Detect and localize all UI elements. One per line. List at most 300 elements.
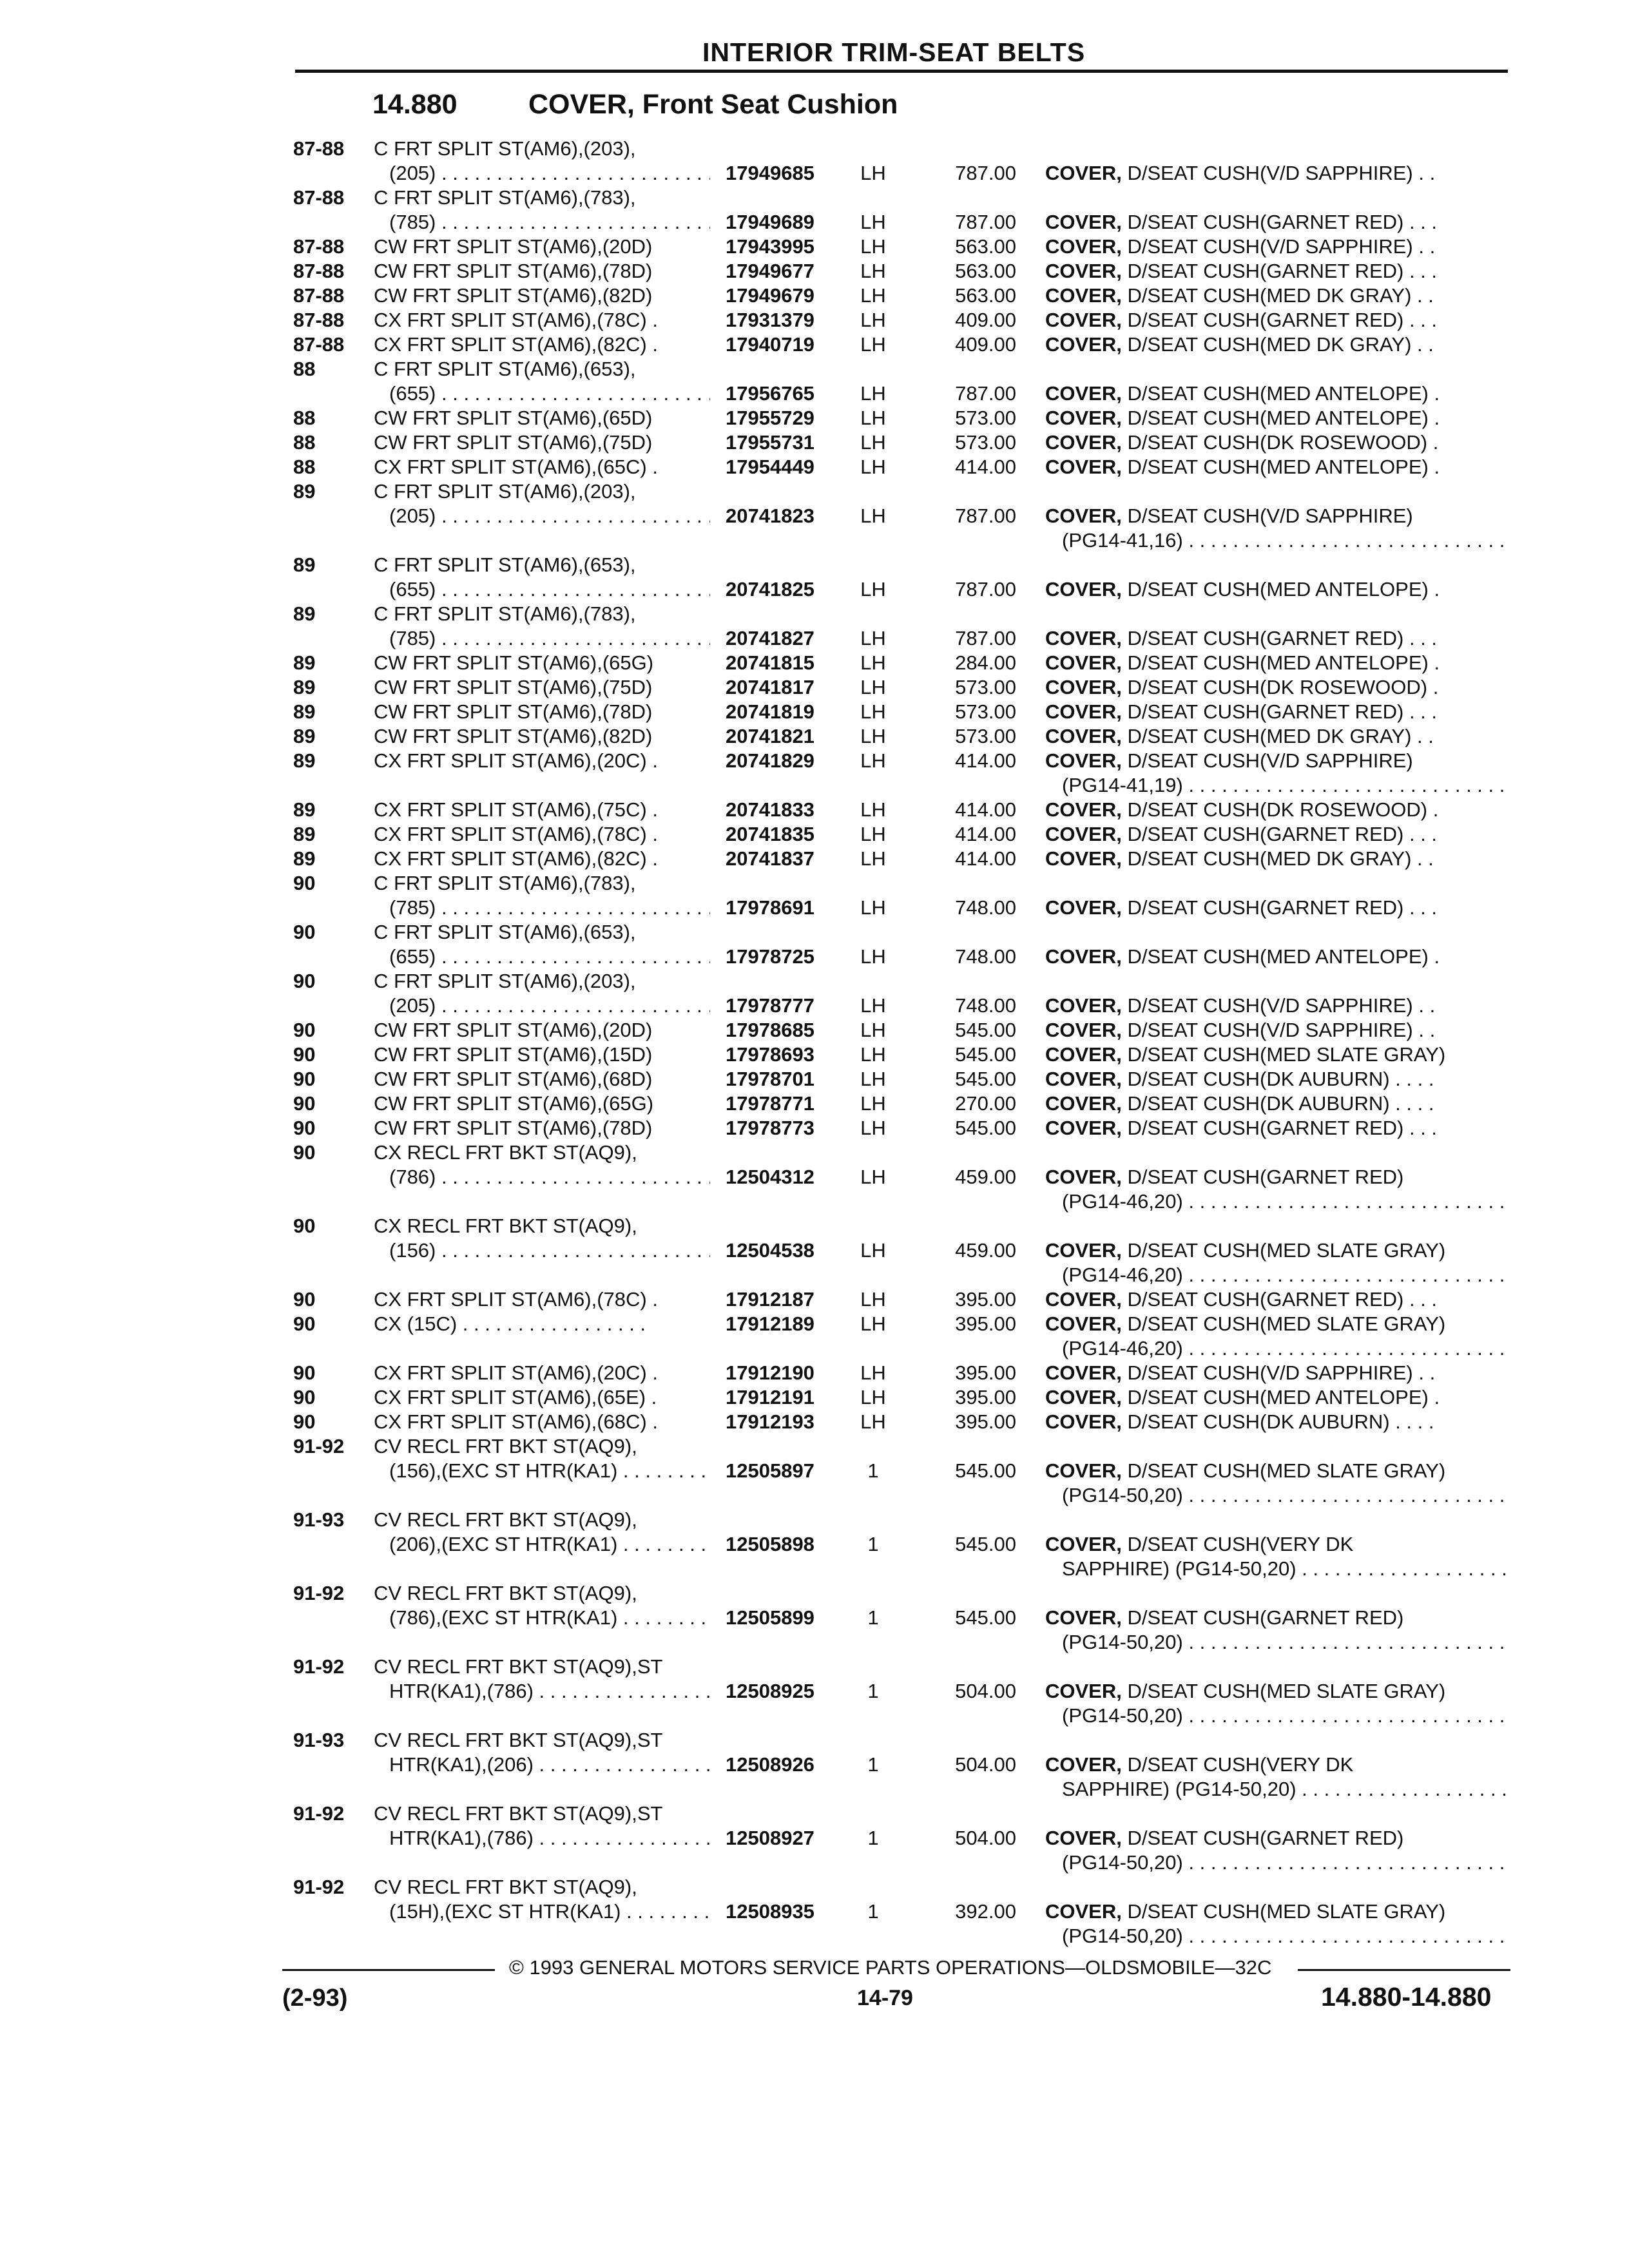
- table-row: [0, 749, 1629, 773]
- item-description: COVER, D/SEAT CUSH(MED DK GRAY) . .: [1045, 725, 1434, 747]
- table-row: [0, 1483, 1629, 1508]
- table-row: [0, 528, 1629, 553]
- model-year: 89: [293, 847, 316, 870]
- table-row: [0, 1802, 1629, 1826]
- description-line: CX FRT SPLIT ST(AM6),(65E) .: [374, 1386, 657, 1408]
- model-year: 90: [293, 970, 316, 992]
- item-description: COVER, D/SEAT CUSH(GARNET RED) . . .: [1045, 1117, 1438, 1139]
- part-number: 20741835: [726, 823, 815, 845]
- quantity: LH: [860, 162, 886, 184]
- quantity: LH: [860, 211, 886, 233]
- description-line: CW FRT SPLIT ST(AM6),(82D): [374, 284, 653, 307]
- description-line: CV RECL FRT BKT ST(AQ9),: [374, 1582, 637, 1604]
- description-line: CV RECL FRT BKT ST(AQ9),ST: [374, 1802, 663, 1825]
- model-year: 90: [293, 1141, 316, 1164]
- part-number: 20741823: [726, 505, 815, 527]
- part-number: 17949679: [726, 284, 815, 307]
- table-row: [0, 308, 1629, 332]
- table-row: [0, 700, 1629, 724]
- amount: 409.00: [955, 309, 1016, 331]
- part-number: 17912190: [726, 1361, 815, 1384]
- quantity: LH: [860, 847, 886, 870]
- description-line: CW FRT SPLIT ST(AM6),(78D): [374, 1117, 653, 1139]
- item-description: COVER, D/SEAT CUSH(V/D SAPPHIRE): [1045, 749, 1413, 772]
- description-line: CW FRT SPLIT ST(AM6),(68D): [374, 1068, 653, 1090]
- description-line: C FRT SPLIT ST(AM6),(783),: [374, 872, 636, 894]
- amount: 284.00: [955, 651, 1016, 674]
- model-year: 89: [293, 553, 316, 576]
- table-row: [0, 1850, 1629, 1875]
- table-row: [0, 332, 1629, 357]
- model-year: 91-93: [293, 1729, 345, 1751]
- model-year: 89: [293, 823, 316, 845]
- description-continuation: (655) . . .: [389, 577, 710, 602]
- model-year: 87-88: [293, 137, 345, 160]
- amount: 395.00: [955, 1288, 1016, 1311]
- table-row: [0, 896, 1629, 920]
- model-year: 87-88: [293, 260, 345, 282]
- item-description: COVER, D/SEAT CUSH(MED SLATE GRAY): [1045, 1459, 1446, 1482]
- item-description-continuation: (PG14-50,20) . . .: [1062, 1850, 1509, 1875]
- table-row: [0, 406, 1629, 430]
- amount: 573.00: [955, 725, 1016, 747]
- description-continuation: (655) . . .: [389, 945, 710, 969]
- amount: 414.00: [955, 823, 1016, 845]
- model-year: 89: [293, 602, 316, 625]
- item-description-continuation: (PG14-50,20) . . .: [1062, 1483, 1509, 1508]
- description-line: CV RECL FRT BKT ST(AQ9),: [374, 1508, 637, 1531]
- part-number: 17912193: [726, 1410, 815, 1433]
- amount: 563.00: [955, 235, 1016, 258]
- table-row: [0, 479, 1629, 504]
- amount: 392.00: [955, 1900, 1016, 1923]
- table-row: [0, 798, 1629, 822]
- model-year: 91-92: [293, 1435, 345, 1457]
- item-description: COVER, D/SEAT CUSH(MED SLATE GRAY): [1045, 1043, 1446, 1066]
- amount: 563.00: [955, 260, 1016, 282]
- table-row: [0, 1508, 1629, 1532]
- description-line: CX FRT SPLIT ST(AM6),(75C) .: [374, 798, 658, 821]
- part-number: 17978693: [726, 1043, 815, 1066]
- amount: 545.00: [955, 1533, 1016, 1555]
- item-description: COVER, D/SEAT CUSH(MED DK GRAY) . .: [1045, 333, 1434, 356]
- table-row: [0, 871, 1629, 896]
- quantity: LH: [860, 676, 886, 698]
- amount: 545.00: [955, 1068, 1016, 1090]
- item-description: COVER, D/SEAT CUSH(GARNET RED) . . .: [1045, 627, 1438, 649]
- model-year: 90: [293, 1312, 316, 1335]
- amount: 504.00: [955, 1680, 1016, 1702]
- footer-rule-left: [282, 1969, 495, 1971]
- table-row: [0, 969, 1629, 994]
- model-year: 90: [293, 1092, 316, 1115]
- part-number: 17978771: [726, 1092, 815, 1115]
- model-year: 90: [293, 1117, 316, 1139]
- part-number: 17978701: [726, 1068, 815, 1090]
- item-description: COVER, D/SEAT CUSH(MED ANTELOPE) .: [1045, 945, 1440, 968]
- item-description: COVER, D/SEAT CUSH(MED ANTELOPE) .: [1045, 578, 1440, 601]
- part-number: 20741829: [726, 749, 815, 772]
- item-description-continuation: (PG14-41,16) . . .: [1062, 528, 1509, 553]
- quantity: LH: [860, 627, 886, 649]
- description-line: CX FRT SPLIT ST(AM6),(68C) .: [374, 1410, 658, 1433]
- quantity: LH: [860, 994, 886, 1017]
- part-number: 12505897: [726, 1459, 815, 1482]
- table-row: [0, 553, 1629, 577]
- table-row: [0, 1165, 1629, 1189]
- item-description: COVER, D/SEAT CUSH(GARNET RED) . . .: [1045, 260, 1438, 282]
- table-row: [0, 1018, 1629, 1043]
- quantity: LH: [860, 456, 886, 478]
- part-number: 20741821: [726, 725, 815, 747]
- part-number: 17912187: [726, 1288, 815, 1311]
- table-row: [0, 945, 1629, 969]
- quantity: LH: [860, 725, 886, 747]
- amount: 504.00: [955, 1753, 1016, 1776]
- table-row: [0, 430, 1629, 455]
- footer-date: (2-93): [282, 1984, 348, 2012]
- quantity: LH: [860, 260, 886, 282]
- description-line: CV RECL FRT BKT ST(AQ9),: [374, 1435, 637, 1457]
- item-description: COVER, D/SEAT CUSH(DK ROSEWOOD) .: [1045, 431, 1439, 454]
- table-row: [0, 1067, 1629, 1091]
- description-line: C FRT SPLIT ST(AM6),(783),: [374, 186, 636, 209]
- description-line: C FRT SPLIT ST(AM6),(653),: [374, 358, 636, 380]
- item-description-continuation: (PG14-50,20) . . .: [1062, 1630, 1509, 1655]
- model-year: 90: [293, 1019, 316, 1041]
- item-description-continuation: (PG14-50,20) . . .: [1062, 1924, 1509, 1948]
- description-continuation: (785) . . .: [389, 210, 710, 235]
- table-row: [0, 724, 1629, 749]
- item-description: COVER, D/SEAT CUSH(MED SLATE GRAY): [1045, 1239, 1446, 1262]
- amount: 545.00: [955, 1459, 1016, 1482]
- item-description-continuation: SAPPHIRE) (PG14-50,20) . . .: [1062, 1777, 1509, 1802]
- quantity: 1: [867, 1900, 879, 1923]
- table-row: [0, 210, 1629, 235]
- description-line: C FRT SPLIT ST(AM6),(783),: [374, 602, 636, 625]
- quantity: LH: [860, 284, 886, 307]
- table-row: [0, 1410, 1629, 1434]
- description-continuation: (785) . . .: [389, 896, 710, 920]
- description-line: CX FRT SPLIT ST(AM6),(82C) .: [374, 847, 658, 870]
- table-row: [0, 381, 1629, 406]
- item-description-continuation: SAPPHIRE) (PG14-50,20) . . .: [1062, 1557, 1509, 1581]
- amount: 414.00: [955, 456, 1016, 478]
- table-row: [0, 186, 1629, 210]
- model-year: 90: [293, 1410, 316, 1433]
- item-description: COVER, D/SEAT CUSH(GARNET RED) . . .: [1045, 896, 1438, 919]
- item-description: COVER, D/SEAT CUSH(VERY DK: [1045, 1533, 1354, 1555]
- table-row: [0, 1899, 1629, 1924]
- model-year: 88: [293, 358, 316, 380]
- model-year: 89: [293, 725, 316, 747]
- table-row: [0, 773, 1629, 798]
- table-row: [0, 284, 1629, 308]
- part-number: 17940719: [726, 333, 815, 356]
- model-year: 88: [293, 456, 316, 478]
- part-number: 17931379: [726, 309, 815, 331]
- amount: 748.00: [955, 994, 1016, 1017]
- item-description: COVER, D/SEAT CUSH(GARNET RED) . . .: [1045, 211, 1438, 233]
- amount: 270.00: [955, 1092, 1016, 1115]
- table-row: [0, 602, 1629, 626]
- quantity: LH: [860, 1166, 886, 1188]
- page-title: INTERIOR TRIM-SEAT BELTS: [702, 37, 1086, 67]
- model-year: 88: [293, 431, 316, 454]
- item-description: COVER, D/SEAT CUSH(DK AUBURN) . . . .: [1045, 1410, 1434, 1433]
- amount: 395.00: [955, 1410, 1016, 1433]
- table-row: [0, 259, 1629, 284]
- table-row: [0, 822, 1629, 847]
- description-line: CX FRT SPLIT ST(AM6),(78C) .: [374, 1288, 658, 1311]
- description-continuation: HTR(KA1),(786) . . .: [389, 1679, 710, 1704]
- table-row: [0, 1532, 1629, 1557]
- description-continuation: (205) . . .: [389, 161, 710, 186]
- model-year: 90: [293, 1361, 316, 1384]
- model-year: 90: [293, 921, 316, 943]
- item-description-continuation: (PG14-50,20) . . .: [1062, 1704, 1509, 1728]
- table-row: [0, 1630, 1629, 1655]
- quantity: LH: [860, 798, 886, 821]
- table-row: [0, 1581, 1629, 1606]
- item-description: COVER, D/SEAT CUSH(DK AUBURN) . . . .: [1045, 1068, 1434, 1090]
- description-line: CX RECL FRT BKT ST(AQ9),: [374, 1141, 637, 1164]
- item-description: COVER, D/SEAT CUSH(MED ANTELOPE) .: [1045, 651, 1440, 674]
- part-number: 12504312: [726, 1166, 815, 1188]
- description-continuation: HTR(KA1),(786) . . .: [389, 1826, 710, 1850]
- description-continuation: (205) . . .: [389, 994, 710, 1018]
- model-year: 87-88: [293, 284, 345, 307]
- description-line: CW FRT SPLIT ST(AM6),(20D): [374, 235, 653, 258]
- amount: 545.00: [955, 1606, 1016, 1629]
- quantity: LH: [860, 945, 886, 968]
- quantity: LH: [860, 896, 886, 919]
- amount: 787.00: [955, 211, 1016, 233]
- amount: 395.00: [955, 1386, 1016, 1408]
- item-description: COVER, D/SEAT CUSH(GARNET RED): [1045, 1827, 1404, 1849]
- item-description: COVER, D/SEAT CUSH(MED SLATE GRAY): [1045, 1680, 1446, 1702]
- quantity: 1: [867, 1459, 879, 1482]
- description-line: CX FRT SPLIT ST(AM6),(78C) .: [374, 823, 658, 845]
- part-number: 17978685: [726, 1019, 815, 1041]
- quantity: LH: [860, 1117, 886, 1139]
- description-line: C FRT SPLIT ST(AM6),(203),: [374, 480, 636, 503]
- table-row: [0, 1753, 1629, 1777]
- part-number: 17949685: [726, 162, 815, 184]
- quantity: 1: [867, 1753, 879, 1776]
- table-row: [0, 577, 1629, 602]
- model-year: 89: [293, 798, 316, 821]
- model-year: 90: [293, 1215, 316, 1237]
- table-row: [0, 161, 1629, 186]
- description-line: CV RECL FRT BKT ST(AQ9),ST: [374, 1655, 663, 1678]
- part-number: 12504538: [726, 1239, 815, 1262]
- item-description: COVER, D/SEAT CUSH(MED ANTELOPE) .: [1045, 407, 1440, 429]
- item-description: COVER, D/SEAT CUSH(DK AUBURN) . . . .: [1045, 1092, 1434, 1115]
- amount: 414.00: [955, 798, 1016, 821]
- description-line: CV RECL FRT BKT ST(AQ9),: [374, 1876, 637, 1898]
- quantity: LH: [860, 309, 886, 331]
- table-row: [0, 1238, 1629, 1263]
- description-line: CW FRT SPLIT ST(AM6),(15D): [374, 1043, 653, 1066]
- table-row: [0, 1312, 1629, 1336]
- model-year: 89: [293, 676, 316, 698]
- quantity: LH: [860, 1288, 886, 1311]
- amount: 573.00: [955, 431, 1016, 454]
- description-line: CW FRT SPLIT ST(AM6),(78D): [374, 700, 653, 723]
- item-description: COVER, D/SEAT CUSH(V/D SAPPHIRE) . .: [1045, 235, 1436, 258]
- item-description-continuation: (PG14-46,20) . . .: [1062, 1263, 1509, 1287]
- part-number: 17954449: [726, 456, 815, 478]
- part-number: 17943995: [726, 235, 815, 258]
- item-description: COVER, D/SEAT CUSH(VERY DK: [1045, 1753, 1354, 1776]
- item-description: COVER, D/SEAT CUSH(V/D SAPPHIRE) . .: [1045, 1019, 1436, 1041]
- part-number: 12505899: [726, 1606, 815, 1629]
- description-line: CX (15C) . . . . . . . . . . . . . . . . .: [374, 1312, 646, 1335]
- part-number: 20741817: [726, 676, 815, 698]
- model-year: 89: [293, 480, 316, 503]
- model-year: 87-88: [293, 235, 345, 258]
- table-row: [0, 1434, 1629, 1459]
- section-number: 14.880: [372, 89, 458, 120]
- table-row: [0, 920, 1629, 945]
- amount: 787.00: [955, 382, 1016, 405]
- description-line: CW FRT SPLIT ST(AM6),(65G): [374, 651, 654, 674]
- table-row: [0, 1140, 1629, 1165]
- item-description: COVER, D/SEAT CUSH(MED SLATE GRAY): [1045, 1900, 1446, 1923]
- part-number: 17978773: [726, 1117, 815, 1139]
- table-row: [0, 675, 1629, 700]
- table-row: [0, 1361, 1629, 1385]
- quantity: LH: [860, 700, 886, 723]
- quantity: LH: [860, 505, 886, 527]
- amount: 748.00: [955, 945, 1016, 968]
- part-number: 20741825: [726, 578, 815, 601]
- amount: 414.00: [955, 749, 1016, 772]
- description-line: CX FRT SPLIT ST(AM6),(20C) .: [374, 1361, 658, 1384]
- model-year: 89: [293, 749, 316, 772]
- part-number: 12508935: [726, 1900, 815, 1923]
- part-number: 17956765: [726, 382, 815, 405]
- part-number: 12508925: [726, 1680, 815, 1702]
- part-number: 12508927: [726, 1827, 815, 1849]
- description-line: CX FRT SPLIT ST(AM6),(82C) .: [374, 333, 658, 356]
- table-row: [0, 1214, 1629, 1238]
- quantity: LH: [860, 749, 886, 772]
- table-row: [0, 504, 1629, 528]
- model-year: 90: [293, 872, 316, 894]
- description-continuation: (156),(EXC ST HTR(KA1) . . .: [389, 1459, 710, 1483]
- model-year: 91-92: [293, 1876, 345, 1898]
- quantity: LH: [860, 431, 886, 454]
- item-description: COVER, D/SEAT CUSH(GARNET RED) . . .: [1045, 1288, 1438, 1311]
- description-continuation: (786) . . .: [389, 1165, 710, 1189]
- quantity: LH: [860, 1068, 886, 1090]
- description-continuation: (655) . . .: [389, 381, 710, 406]
- model-year: 88: [293, 407, 316, 429]
- description-line: C FRT SPLIT ST(AM6),(203),: [374, 970, 636, 992]
- table-row: [0, 626, 1629, 651]
- table-row: [0, 137, 1629, 161]
- model-year: 91-92: [293, 1655, 345, 1678]
- description-line: CW FRT SPLIT ST(AM6),(65G): [374, 1092, 654, 1115]
- part-number: 20741819: [726, 700, 815, 723]
- amount: 787.00: [955, 505, 1016, 527]
- table-row: [0, 1875, 1629, 1899]
- table-row: [0, 1459, 1629, 1483]
- quantity: LH: [860, 1312, 886, 1335]
- table-row: [0, 1116, 1629, 1140]
- item-description: COVER, D/SEAT CUSH(V/D SAPPHIRE): [1045, 505, 1413, 527]
- table-row: [0, 651, 1629, 675]
- item-description-continuation: (PG14-41,19) . . .: [1062, 773, 1509, 798]
- quantity: 1: [867, 1827, 879, 1849]
- part-number: 20741827: [726, 627, 815, 649]
- quantity: LH: [860, 1043, 886, 1066]
- description-line: CV RECL FRT BKT ST(AQ9),ST: [374, 1729, 663, 1751]
- amount: 573.00: [955, 407, 1016, 429]
- part-number: 17955731: [726, 431, 815, 454]
- description-line: CX FRT SPLIT ST(AM6),(78C) .: [374, 309, 658, 331]
- quantity: LH: [860, 1019, 886, 1041]
- part-number: 17912189: [726, 1312, 815, 1335]
- quantity: LH: [860, 235, 886, 258]
- amount: 459.00: [955, 1166, 1016, 1188]
- model-year: 87-88: [293, 333, 345, 356]
- footer-rule-right: [1298, 1969, 1510, 1971]
- amount: 545.00: [955, 1019, 1016, 1041]
- table-row: [0, 1924, 1629, 1948]
- model-year: 89: [293, 651, 316, 674]
- footer-page-number: 14-79: [857, 1986, 913, 2010]
- description-line: CX RECL FRT BKT ST(AQ9),: [374, 1215, 637, 1237]
- item-description: COVER, D/SEAT CUSH(MED SLATE GRAY): [1045, 1312, 1446, 1335]
- table-row: [0, 1704, 1629, 1728]
- amount: 395.00: [955, 1361, 1016, 1384]
- model-year: 90: [293, 1043, 316, 1066]
- model-year: 91-93: [293, 1508, 345, 1531]
- quantity: 1: [867, 1680, 879, 1702]
- amount: 504.00: [955, 1827, 1016, 1849]
- model-year: 90: [293, 1386, 316, 1408]
- description-continuation: (15H),(EXC ST HTR(KA1) . . .: [389, 1899, 710, 1924]
- description-line: CW FRT SPLIT ST(AM6),(65D): [374, 407, 653, 429]
- table-row: [0, 1655, 1629, 1679]
- item-description-continuation: (PG14-46,20) . . .: [1062, 1336, 1509, 1361]
- item-description: COVER, D/SEAT CUSH(GARNET RED) . . .: [1045, 700, 1438, 723]
- part-number: 20741815: [726, 651, 815, 674]
- part-number: 17955729: [726, 407, 815, 429]
- quantity: LH: [860, 1239, 886, 1262]
- description-line: C FRT SPLIT ST(AM6),(203),: [374, 137, 636, 160]
- amount: 459.00: [955, 1239, 1016, 1262]
- item-description: COVER, D/SEAT CUSH(DK ROSEWOOD) .: [1045, 798, 1439, 821]
- table-row: [0, 1385, 1629, 1410]
- table-row: [0, 1336, 1629, 1361]
- table-row: [0, 1606, 1629, 1630]
- amount: 787.00: [955, 627, 1016, 649]
- table-row: [0, 357, 1629, 381]
- model-year: 91-92: [293, 1582, 345, 1604]
- item-description: COVER, D/SEAT CUSH(MED ANTELOPE) .: [1045, 1386, 1440, 1408]
- table-row: [0, 994, 1629, 1018]
- table-row: [0, 1263, 1629, 1287]
- description-line: CX FRT SPLIT ST(AM6),(20C) .: [374, 749, 658, 772]
- part-number: 12508926: [726, 1753, 815, 1776]
- quantity: 1: [867, 1606, 879, 1629]
- description-line: CW FRT SPLIT ST(AM6),(82D): [374, 725, 653, 747]
- table-row: [0, 1287, 1629, 1312]
